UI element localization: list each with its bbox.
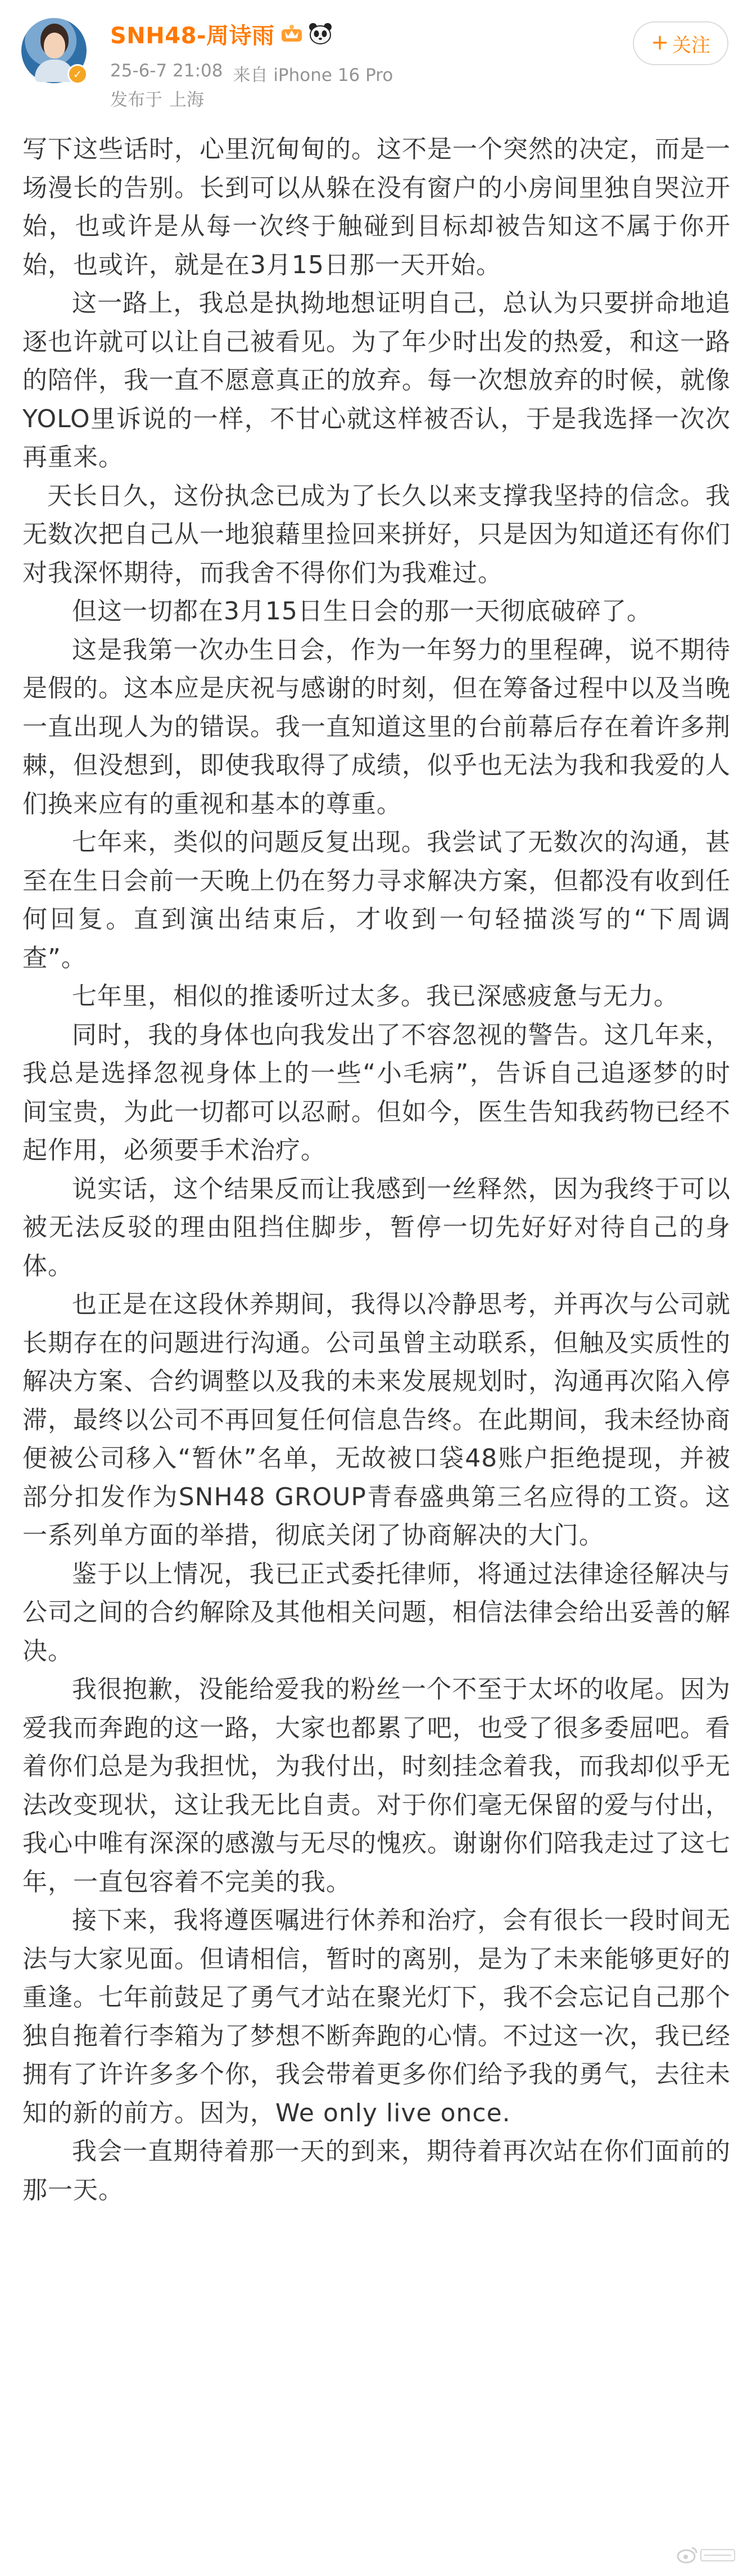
username[interactable]: SNH48-周诗雨: [110, 22, 275, 49]
paragraph: 这一路上，我总是执拗地想证明自己，总认为只要拼命地追逐也许就可以让自己被看见。为了年少时出发的热爱，和这一路的陪伴，我一直不愿意真正的放弃。每一次想放弃的时候，就像YOLO里诉说的一样，不甘心就这样被否认，于是我选择一次次再重来。: [22, 289, 731, 472]
location-prefix: 发布于: [110, 90, 162, 110]
paragraph: 写下这些话时，心里沉甸甸的。这不是一个突然的决定，而是一场漫长的告别。长到可以从躲在没有窗户的小房间里独自哭泣开始，也或许是从每一次终于触碰到目标却被告知这不属于你开始，也或许，就是在3月15日那一天开始。: [22, 135, 731, 279]
paragraph: 也正是在这段休养期间，我得以冷静思考，并再次与公司就长期存在的问题进行沟通。公司虽曾主动联系，但触及实质性的解决方案、合约调整以及我的未来发展规划时，沟通再次陷入停滞，最终以公司不再回复任何信息告终。在此期间，我未经协商便被公司移入“暂休”名单，无故被口袋48账户拒绝提现，并被部分扣发作为SNH48 GROUP青春盛典第三名应得的工资。这一系列单方面的举措，彻底关闭了协商解决的大门。: [22, 1290, 731, 1550]
paragraph: 但这一切都在3月15日生日会的那一天彻底破碎了。: [72, 597, 652, 626]
paragraph: 我会一直期待着那一天的到来，期待着再次站在你们面前的那一天。: [22, 2137, 731, 2204]
paragraph: 鉴于以上情况，我已正式委托律师，将通过法律途径解决与公司之间的合约解除及其他相关问题，相信法律会给出妥善的解决。: [22, 1559, 731, 1665]
paragraph: 同时，我的身体也向我发出了不容忽视的警告。这几年来，我总是选择忽视身体上的一些“小毛病”，告诉自己追逐梦的时间宝贵，为此一切都可以忍耐。但如今，医生告知我药物已经不起作用，必须要手术治疗。: [22, 1020, 731, 1165]
location-name: 上海: [169, 90, 204, 110]
paragraph: 七年里，相似的推诿听过太多。我已深感疲惫与无力。: [72, 982, 679, 1011]
panda-icon: [309, 22, 332, 46]
plus-icon: +: [651, 30, 669, 55]
post-source: 来自 iPhone 16 Pro: [233, 65, 393, 85]
paragraph: 说实话，这个结果反而让我感到一丝释然，因为我终于可以被无法反驳的理由阻挡住脚步，暂停一切先好好对待自己的身体。: [22, 1174, 731, 1280]
paragraph: 七年来，类似的问题反复出现。我尝试了无数次的沟通，甚至在生日会前一天晚上仍在努力寻求解决方案，但都没有收到任何回复。直到演出结束后，才收到一句轻描淡写的“下周调查”。: [22, 828, 731, 972]
post-location: [110, 85, 204, 111]
paragraph: 我很抱歉，没能给爱我的粉丝一个不至于太坏的收尾。因为爱我而奔跑的这一路，大家也都累了吧，也受了很多委屈吧。看着你们总是为我担忧，为我付出，时刻挂念着我，而我却似乎无法改变现状，这让我无比自责。对于你们毫无保留的爱与付出，我心中唯有深深的感激与无尽的愧疚。谢谢你们陪我走过了这七年，一直包容着不完美的我。: [22, 1675, 731, 1896]
follow-button[interactable]: [633, 21, 728, 65]
weibo-watermark-icon: [672, 2543, 742, 2566]
paragraph: 天长日久，这份执念已成为了长久以来支撑我坚持的信念。我无数次把自己从一地狼藉里捡回来拼好，只是因为知道还有你们对我深怀期待，而我舍不得你们为我难过。: [22, 481, 731, 587]
verified-badge-icon: ✓: [67, 64, 88, 84]
vip-crown-icon[interactable]: [280, 22, 303, 45]
post-body: [22, 130, 731, 2210]
username-row: [110, 17, 332, 51]
avatar-face: [44, 33, 65, 58]
paragraph: 这是我第一次办生日会，作为一年努力的里程碑，说不期待是假的。这本应是庆祝与感谢的时刻，但在筹备过程中以及当晚一直出现人为的错误。我一直知道这里的台前幕后存在着许多荆棘，但没想到，即使我取得了成绩，似乎也无法为我和我爱的人们换来应有的重视和基本的尊重。: [22, 635, 731, 818]
post-header: [0, 0, 752, 121]
post-meta: [110, 61, 393, 86]
paragraph: 接下来，我将遵医嘱进行休养和治疗，会有很长一段时间无法与大家见面。但请相信，暂时的离别，是为了未来能够更好的重逢。七年前鼓足了勇气才站在聚光灯下，我不会忘记自己那个独自拖着行李箱为了梦想不断奔跑的心情。不过这一次，我已经拥有了许许多多个你，我会带着更多你们给予我的勇气，去往未知的新的前方。因为，We only live once.: [22, 1906, 731, 2127]
follow-label: 关注: [672, 34, 710, 57]
post-date: 25-6-7 21:08: [110, 61, 223, 81]
